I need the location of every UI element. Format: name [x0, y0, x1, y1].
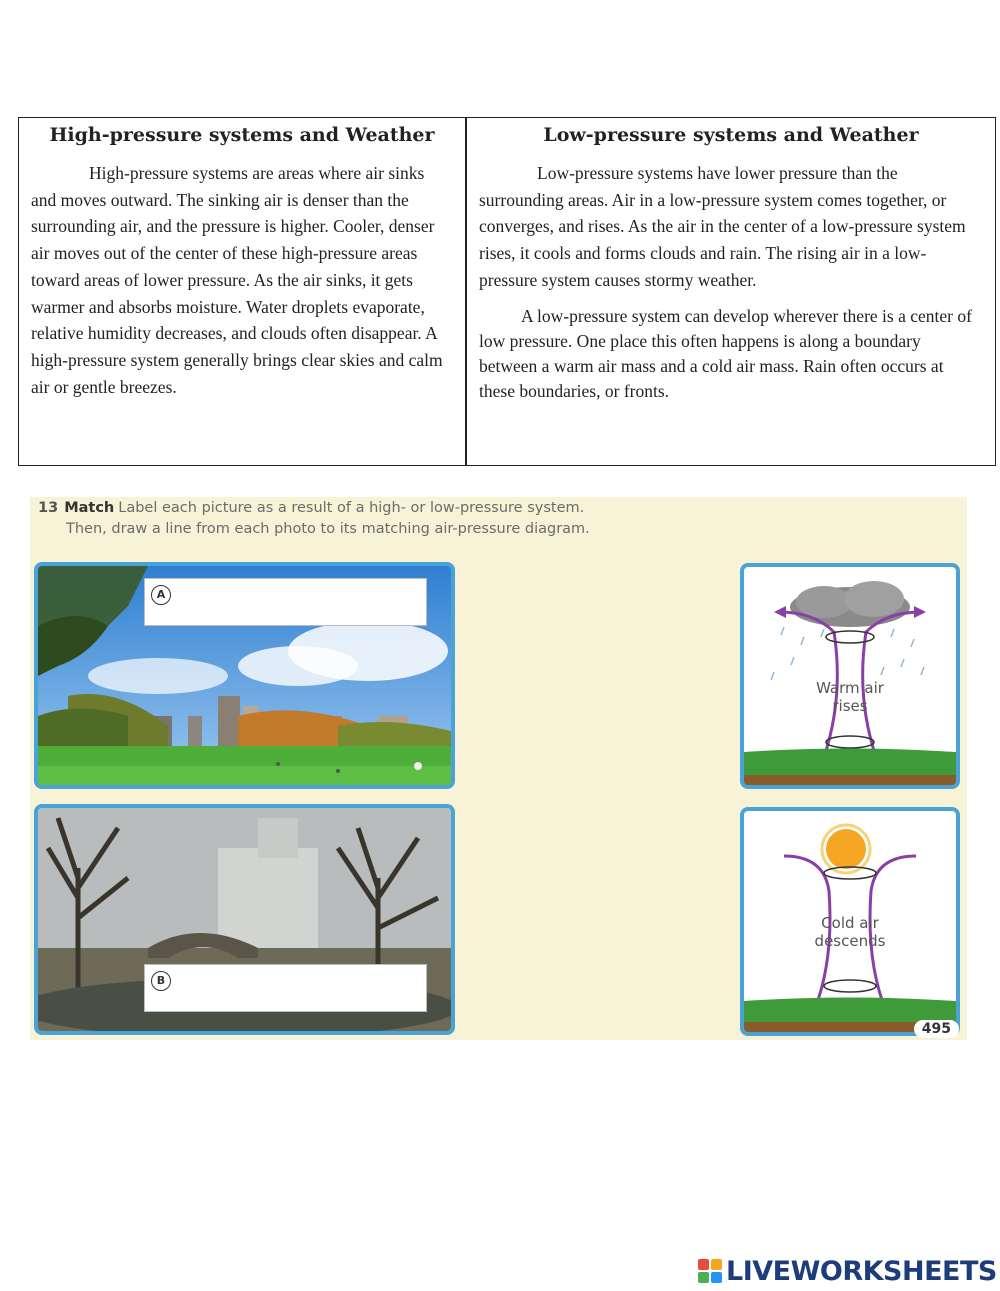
low-pressure-box	[466, 117, 996, 466]
activity-number: 13	[38, 500, 59, 516]
diagram-warm-air-rises[interactable]	[740, 563, 960, 789]
liveworksheets-wordmark: LIVEWORKSHEETS	[726, 1255, 997, 1287]
warm-air-label: Warm air rises	[816, 679, 884, 715]
page-number: 495	[914, 1020, 959, 1038]
photo-a-letter: A	[151, 585, 171, 605]
photo-b-letter: B	[151, 971, 171, 991]
activity-keyword: Match	[64, 500, 115, 516]
photo-a-answer-box[interactable]	[144, 578, 427, 626]
match-activity	[30, 497, 967, 1040]
high-pressure-title: High-pressure systems and Weather	[49, 124, 435, 146]
low-pressure-paragraph-2: A low-pressure system can develop wherever there is a center of low pressure. One place this often happens is along a boundary between a warm air mass and a cold air mass. Rain often occurs at these boundaries, or fronts.	[479, 305, 972, 401]
liveworksheets-logo	[698, 1254, 997, 1288]
liveworksheets-logo-icon	[698, 1259, 722, 1283]
photo-foggy-park[interactable]	[34, 804, 455, 1035]
cold-air-label: Cold air descends	[814, 914, 886, 950]
photo-b-answer-box[interactable]	[144, 964, 427, 1012]
photo-sunny-park[interactable]	[34, 562, 455, 789]
diagram-cold-air-descends[interactable]	[740, 807, 960, 1036]
high-pressure-paragraph: High-pressure systems are areas where air sinks and moves outward. The sinking air is denser than the surrounding air, and the pressure is higher. Cooler, denser air moves out of the center of these high-pressure areas toward areas of lower pressure. As the air sinks, it gets warmer and absorbs moisture. Water droplets evaporate, relative humidity decreases, and clouds often disappear. A high-pressure system generally brings clear skies and calm air or gentle breezes.	[31, 163, 443, 397]
low-pressure-paragraph-1: Low-pressure systems have lower pressure than the surrounding areas. Air in a low-pressure system comes together, or converges, and rises. As the air in the center of a low-pressure system rises, it cools and forms clouds and rain. The rising air in a low-pressure system causes stormy weather.	[479, 163, 966, 290]
low-pressure-diagram-art	[744, 567, 956, 785]
instruction-line-2: Then, draw a line from each photo to its matching air-pressure diagram.	[66, 521, 590, 537]
low-pressure-title: Low-pressure systems and Weather	[543, 124, 919, 146]
activity-instructions	[38, 498, 590, 540]
high-pressure-box	[18, 117, 466, 466]
instruction-line-1: Label each picture as a result of a high- or low-pressure system.	[118, 500, 585, 516]
